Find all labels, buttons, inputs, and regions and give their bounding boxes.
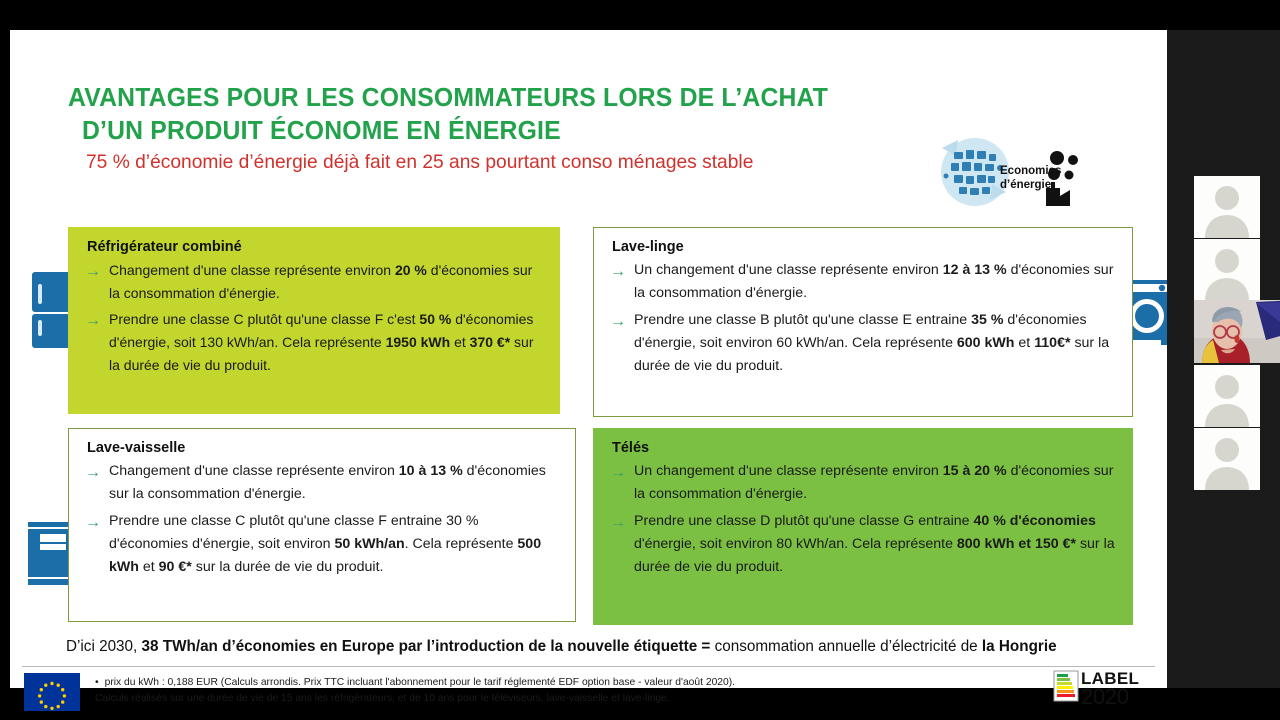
participant-tile-1[interactable] (1194, 176, 1260, 238)
page-title-line-2: D’UN PRODUIT ÉCONOME EN ÉNERGIE (82, 116, 561, 145)
footnote-line-1: prix du kWh : 0,188 EUR (Calculs arrondis. Prix TTC incluant l'abonnement pour le tarif réglementé EDF option base - valeur d'août 2020). (104, 677, 736, 688)
bullet-text: Changement d'une classe représente environ 10 à 13 % d'économies sur la consommation d'énergie. (109, 463, 546, 502)
avatar-icon (1194, 176, 1260, 238)
list-item (83, 460, 561, 506)
bullet-text: Prendre une classe C plutôt qu'une classe F c'est 50 % d'économies d'énergie, soit 130 kWh/an. Cela représente 1950 kWh et 370 €* sur la durée de vie du produit. (109, 311, 534, 373)
presentation-slide (10, 30, 1167, 709)
bullet-text: Changement d'une classe représente environ 20 % d'économies sur la consommation d'énergie. (109, 262, 533, 301)
avatar-icon (1194, 239, 1260, 301)
participant-tile-3[interactable] (1194, 300, 1280, 363)
arrow-right-icon: → (85, 514, 101, 531)
bullet-text: Prendre une classe B plutôt qu'une classe E entraine 35 % d'économies d'énergie, soit environ 60 kWh/an. Cela représente 600 kWh et 110€* sur la durée de vie du produit. (634, 312, 1110, 374)
avatar-icon (1194, 428, 1260, 490)
footer-divider (22, 666, 1155, 667)
list-item (83, 510, 561, 579)
bullet-glyph: • (95, 677, 99, 688)
arrow-right-icon: → (85, 464, 101, 481)
energy-label-icon (1053, 670, 1079, 702)
list-item (83, 308, 545, 376)
avatar-icon (1194, 365, 1260, 427)
logo-year-text: 2020 (1081, 684, 1129, 709)
card-title: Lave-vaisselle (87, 440, 186, 456)
bullet-text: Prendre une classe C plutôt qu'une classe F entraine 30 % d'économies d'énergie, soit environ 50 kWh/an. Cela représente 500 kWh et 90 €* sur la durée de vie du produit. (109, 513, 542, 575)
participant-tile-4[interactable] (1194, 365, 1260, 427)
page-title-line-1: AVANTAGES POUR LES CONSOMMATEURS LORS DE L’ACHAT (68, 84, 829, 112)
video-call-participants-strip (1167, 30, 1280, 688)
participant-tile-2[interactable] (1194, 239, 1260, 301)
list-item (608, 259, 1118, 305)
footnote-line-2: Calculs réalisés sur une durée de vie de 15 ans les réfrigérateurs, et de 10 ans pour le téléviseurs, lave-vaisselle et lave-linge. (95, 692, 670, 704)
badge-label-line-2: d’énergie (1000, 179, 1052, 192)
arrow-right-icon: → (610, 514, 626, 531)
arrow-right-icon: → (610, 464, 626, 481)
card-refrigerateur (68, 227, 560, 414)
page-subtitle: 75 % d’économie d’énergie déjà fait en 25 ans pourtant conso ménages stable (86, 151, 754, 174)
card-title: Lave-linge (612, 239, 684, 255)
participant-tile-5[interactable] (1194, 428, 1260, 490)
bullet-text: Prendre une classe D plutôt qu'une classe G entraine 40 % d'économies d'énergie, soit environ 80 kWh/an. Cela représente 800 kWh et 150 €* sur la durée de vie du produit. (634, 513, 1115, 575)
arrow-right-icon: → (85, 312, 101, 330)
card-title: Réfrigérateur combiné (87, 239, 242, 255)
card-lave-vaisselle (68, 428, 576, 622)
list-item (608, 510, 1118, 579)
card-title: Télés (612, 440, 650, 456)
live-video-feed (1194, 300, 1280, 363)
logo-label-text: LABEL (1081, 669, 1140, 688)
energy-savings-badge (918, 130, 1093, 215)
arrow-right-icon: → (610, 263, 626, 280)
card-teles (593, 428, 1133, 625)
arrow-right-icon: → (610, 313, 626, 330)
list-item (608, 309, 1118, 378)
list-item (608, 460, 1118, 506)
label2020-logo (1053, 669, 1140, 709)
list-item (83, 259, 545, 304)
card-lave-linge (593, 227, 1133, 417)
bullet-text: Un changement d'une classe représente environ 15 à 20 % d'économies sur la consommation d'énergie. (634, 463, 1114, 502)
european-union-flag (24, 673, 80, 716)
conclusion-text: D’ici 2030, 38 TWh/an d’économies en Europe par l’introduction de la nouvelle étiquette = consommation annuelle d’électricité de la Hongrie (66, 638, 1057, 655)
badge-label-line-1: Economies (1000, 165, 1062, 177)
slide-title-block (68, 82, 968, 174)
footnote (95, 675, 975, 707)
bullet-text: Un changement d'une classe représente environ 12 à 13 % d'économies sur la consommation d'énergie. (634, 262, 1114, 301)
arrow-right-icon: → (85, 263, 101, 280)
